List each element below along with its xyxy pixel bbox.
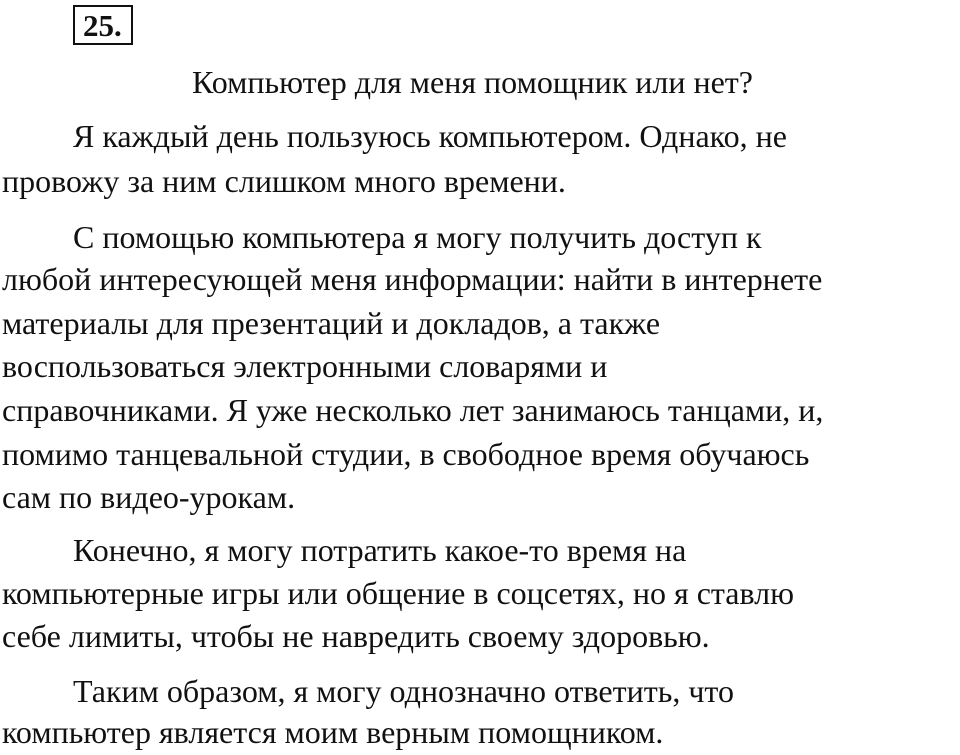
paragraph-line: компьютерные игры или общение в соцсетях, но я ставлю	[2, 575, 795, 611]
paragraph-line: воспользоваться электронными словарями и	[2, 348, 608, 384]
exercise-number: 25.	[83, 8, 122, 43]
paragraph-line: любой интересующей меня информации: найти в интернете	[2, 261, 823, 297]
paragraph-line: материалы для презентаций и докладов, а также	[2, 305, 661, 341]
paragraph-line: Таким образом, я могу однозначно ответить, что	[73, 673, 734, 709]
exercise-number-box	[73, 5, 133, 45]
paragraph-line: провожу за ним слишком много времени.	[2, 163, 566, 199]
paragraph-line: себе лимиты, чтобы не навредить своему здоровью.	[2, 618, 710, 654]
paragraph-line: сам по видео-урокам.	[2, 479, 296, 515]
paragraph-line: Конечно, я могу потратить какое-то время на	[73, 532, 687, 568]
paragraph-line: Я каждый день пользуюсь компьютером. Однако, не	[73, 118, 787, 154]
paragraph-line: справочниками. Я уже несколько лет занимаюсь танцами, и,	[2, 392, 824, 428]
essay-title: Компьютер для меня помощник или нет?	[192, 64, 753, 100]
paragraph-line: помимо танцевальной студии, в свободное время обучаюсь	[2, 436, 810, 472]
paragraph-line: С помощью компьютера я могу получить доступ к	[73, 219, 762, 255]
paragraph-line: компьютер является моим верным помощником.	[2, 714, 664, 750]
